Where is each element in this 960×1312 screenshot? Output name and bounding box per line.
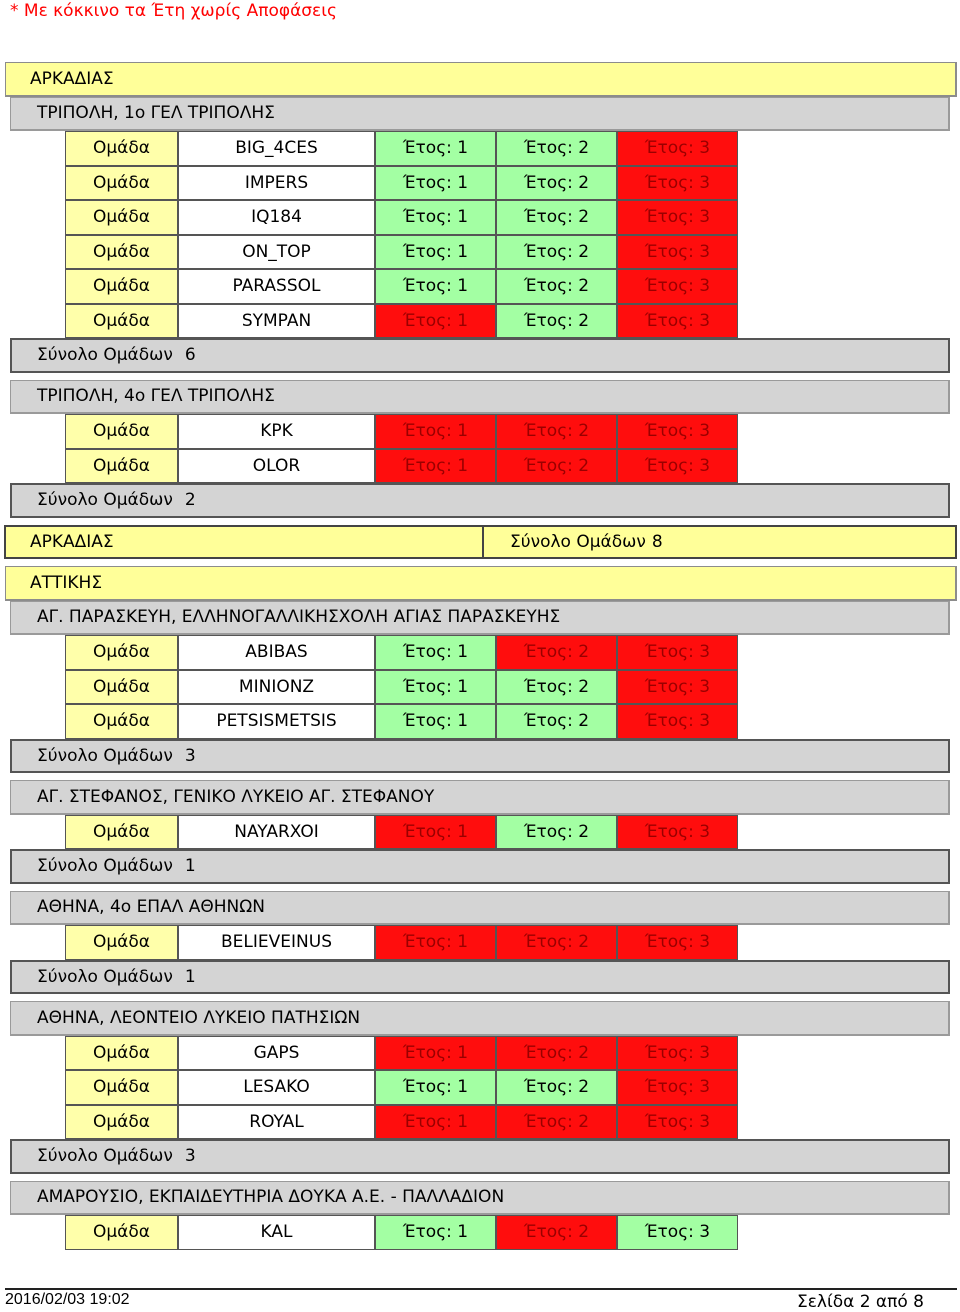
report-body bbox=[0, 62, 960, 1250]
school-header bbox=[10, 1001, 950, 1036]
team-name-cell: MINIONZ bbox=[178, 670, 375, 705]
team-label-cell: Ομάδα bbox=[65, 200, 178, 235]
school-header bbox=[10, 780, 950, 815]
region-total-name-cell bbox=[6, 527, 484, 558]
region-total-name: ΑΡΚΑΔΙΑΣ bbox=[30, 531, 114, 552]
school-total-count: 6 bbox=[184, 345, 196, 366]
team-label-cell: Ομάδα bbox=[65, 269, 178, 304]
year-cell: Έτος: 3 bbox=[617, 449, 738, 484]
team-name-cell: IQ184 bbox=[178, 200, 375, 235]
year-cell: Έτος: 2 bbox=[496, 925, 617, 960]
team-name-cell: OLOR bbox=[178, 449, 375, 484]
year-cell: Έτος: 1 bbox=[375, 670, 496, 705]
year-cell: Έτος: 1 bbox=[375, 1070, 496, 1105]
year-cell: Έτος: 2 bbox=[496, 1105, 617, 1140]
team-label-cell: Ομάδα bbox=[65, 449, 178, 484]
footer-datetime: 2016/02/03 19:02 bbox=[5, 1291, 130, 1308]
school-total-row bbox=[10, 739, 950, 774]
school-total-row bbox=[10, 338, 950, 373]
year-cell: Έτος: 1 bbox=[375, 200, 496, 235]
footer-divider bbox=[5, 1288, 957, 1290]
year-cell: Έτος: 2 bbox=[496, 1070, 617, 1105]
year-cell: Έτος: 3 bbox=[617, 635, 738, 670]
team-label-cell: Ομάδα bbox=[65, 704, 178, 739]
team-label-cell: Ομάδα bbox=[65, 166, 178, 201]
school-header bbox=[10, 97, 950, 132]
year-cell: Έτος: 3 bbox=[617, 131, 738, 166]
team-row bbox=[65, 670, 738, 705]
region-total-label: Σύνολο Ομάδων bbox=[510, 531, 646, 552]
school-header bbox=[10, 380, 950, 415]
school-total-count: 3 bbox=[184, 1146, 196, 1167]
year-cell: Έτος: 2 bbox=[496, 235, 617, 270]
team-name-cell: BIG_4CES bbox=[178, 131, 375, 166]
year-cell: Έτος: 2 bbox=[496, 670, 617, 705]
school-name: ΑΘΗΝΑ, ΛΕΟΝΤΕΙΟ ΛΥΚΕΙΟ ΠΑΤΗΣΙΩΝ bbox=[37, 1007, 361, 1028]
year-cell: Έτος: 1 bbox=[375, 269, 496, 304]
team-name-cell: KPK bbox=[178, 414, 375, 449]
school-header bbox=[10, 601, 950, 636]
team-label-cell: Ομάδα bbox=[65, 1105, 178, 1140]
year-cell: Έτος: 2 bbox=[496, 449, 617, 484]
year-cell: Έτος: 3 bbox=[617, 704, 738, 739]
team-row bbox=[65, 304, 738, 339]
team-row bbox=[65, 269, 738, 304]
school-total-label: Σύνολο Ομάδων bbox=[37, 856, 173, 877]
year-cell: Έτος: 2 bbox=[496, 704, 617, 739]
team-row bbox=[65, 1105, 738, 1140]
school-name: ΑΓ. ΠΑΡΑΣΚΕΥΗ, ΕΛΛΗΝΟΓΑΛΛΙΚΗΣΧΟΛΗ ΑΓΙΑΣ ΠΑΡΑΣΚΕΥΗΣ bbox=[37, 607, 561, 628]
year-cell: Έτος: 1 bbox=[375, 235, 496, 270]
team-label-cell: Ομάδα bbox=[65, 304, 178, 339]
school-total-count: 1 bbox=[184, 856, 196, 877]
school-total-label: Σύνολο Ομάδων bbox=[37, 745, 173, 766]
team-name-cell: LESAKO bbox=[178, 1070, 375, 1105]
school-total-row bbox=[10, 483, 950, 518]
team-row bbox=[65, 1036, 738, 1071]
team-label-cell: Ομάδα bbox=[65, 235, 178, 270]
year-cell: Έτος: 2 bbox=[496, 304, 617, 339]
year-cell: Έτος: 1 bbox=[375, 449, 496, 484]
year-cell: Έτος: 3 bbox=[617, 670, 738, 705]
school-total-count: 1 bbox=[184, 966, 196, 987]
team-label-cell: Ομάδα bbox=[65, 1036, 178, 1071]
year-cell: Έτος: 3 bbox=[617, 269, 738, 304]
school-total-count: 2 bbox=[184, 490, 196, 511]
school-total-label: Σύνολο Ομάδων bbox=[37, 345, 173, 366]
region-header bbox=[5, 62, 957, 97]
region-name: ΑΡΚΑΔΙΑΣ bbox=[30, 68, 114, 89]
team-name-cell: PARASSOL bbox=[178, 269, 375, 304]
year-cell: Έτος: 2 bbox=[496, 269, 617, 304]
year-cell: Έτος: 2 bbox=[496, 200, 617, 235]
region-header bbox=[5, 566, 957, 601]
footer-page-number: Σελίδα 2 από 8 bbox=[796, 1292, 924, 1312]
region-total-count-cell bbox=[484, 527, 663, 558]
team-row bbox=[65, 166, 738, 201]
year-cell: Έτος: 2 bbox=[496, 815, 617, 850]
team-name-cell: SYMPAN bbox=[178, 304, 375, 339]
team-label-cell: Ομάδα bbox=[65, 635, 178, 670]
team-label-cell: Ομάδα bbox=[65, 925, 178, 960]
year-cell: Έτος: 1 bbox=[375, 131, 496, 166]
team-row bbox=[65, 815, 738, 850]
year-cell: Έτος: 3 bbox=[617, 1036, 738, 1071]
year-cell: Έτος: 1 bbox=[375, 925, 496, 960]
team-name-cell: PETSISMETSIS bbox=[178, 704, 375, 739]
year-cell: Έτος: 3 bbox=[617, 414, 738, 449]
year-cell: Έτος: 1 bbox=[375, 1105, 496, 1140]
year-cell: Έτος: 3 bbox=[617, 166, 738, 201]
school-name: ΑΜΑΡΟΥΣΙΟ, ΕΚΠΑΙΔΕΥΤΗΡΙΑ ΔΟΥΚΑ Α.Ε. - ΠΑΛΛΑΔΙΟΝ bbox=[37, 1187, 505, 1208]
year-cell: Έτος: 2 bbox=[496, 131, 617, 166]
year-cell: Έτος: 3 bbox=[617, 1070, 738, 1105]
year-cell: Έτος: 1 bbox=[375, 1215, 496, 1250]
year-cell: Έτος: 3 bbox=[617, 200, 738, 235]
team-name-cell: BELIEVEINUS bbox=[178, 925, 375, 960]
team-row bbox=[65, 1070, 738, 1105]
year-cell: Έτος: 1 bbox=[375, 815, 496, 850]
year-cell: Έτος: 2 bbox=[496, 635, 617, 670]
team-name-cell: ON_TOP bbox=[178, 235, 375, 270]
year-cell: Έτος: 3 bbox=[617, 304, 738, 339]
school-total-row bbox=[10, 849, 950, 884]
team-row bbox=[65, 449, 738, 484]
year-cell: Έτος: 1 bbox=[375, 635, 496, 670]
year-cell: Έτος: 2 bbox=[496, 1036, 617, 1071]
year-cell: Έτος: 3 bbox=[617, 1105, 738, 1140]
team-label-cell: Ομάδα bbox=[65, 414, 178, 449]
team-row bbox=[65, 925, 738, 960]
year-cell: Έτος: 2 bbox=[496, 166, 617, 201]
team-row bbox=[65, 131, 738, 166]
team-name-cell: ROYAL bbox=[178, 1105, 375, 1140]
year-cell: Έτος: 3 bbox=[617, 1215, 738, 1250]
school-header bbox=[10, 1181, 950, 1216]
school-name: ΤΡΙΠΟΛΗ, 4ο ΓΕΛ ΤΡΙΠΟΛΗΣ bbox=[37, 386, 275, 407]
team-label-cell: Ομάδα bbox=[65, 1070, 178, 1105]
team-name-cell: IMPERS bbox=[178, 166, 375, 201]
legend-note: * Με κόκκινο τα Έτη χωρίς Αποφάσεις bbox=[10, 1, 337, 21]
team-name-cell: ABIBAS bbox=[178, 635, 375, 670]
team-row bbox=[65, 200, 738, 235]
region-total-row bbox=[4, 525, 957, 560]
school-name: ΑΓ. ΣΤΕΦΑΝΟΣ, ΓΕΝΙΚΟ ΛΥΚΕΙΟ ΑΓ. ΣΤΕΦΑΝΟΥ bbox=[37, 786, 435, 807]
team-name-cell: KAL bbox=[178, 1215, 375, 1250]
region-total-count: 8 bbox=[651, 531, 663, 552]
year-cell: Έτος: 1 bbox=[375, 1036, 496, 1071]
school-total-label: Σύνολο Ομάδων bbox=[37, 490, 173, 511]
team-label-cell: Ομάδα bbox=[65, 1215, 178, 1250]
year-cell: Έτος: 1 bbox=[375, 704, 496, 739]
team-row bbox=[65, 1215, 738, 1250]
school-total-row bbox=[10, 960, 950, 995]
year-cell: Έτος: 2 bbox=[496, 1215, 617, 1250]
team-row bbox=[65, 704, 738, 739]
year-cell: Έτος: 2 bbox=[496, 414, 617, 449]
year-cell: Έτος: 1 bbox=[375, 414, 496, 449]
team-row bbox=[65, 414, 738, 449]
school-total-count: 3 bbox=[184, 745, 196, 766]
year-cell: Έτος: 1 bbox=[375, 304, 496, 339]
school-name: ΤΡΙΠΟΛΗ, 1ο ΓΕΛ ΤΡΙΠΟΛΗΣ bbox=[37, 103, 275, 124]
school-header bbox=[10, 891, 950, 926]
year-cell: Έτος: 3 bbox=[617, 235, 738, 270]
team-row bbox=[65, 235, 738, 270]
team-row bbox=[65, 635, 738, 670]
team-label-cell: Ομάδα bbox=[65, 131, 178, 166]
school-total-label: Σύνολο Ομάδων bbox=[37, 966, 173, 987]
school-total-label: Σύνολο Ομάδων bbox=[37, 1146, 173, 1167]
school-total-row bbox=[10, 1139, 950, 1174]
region-name: ΑΤΤΙΚΗΣ bbox=[30, 572, 103, 593]
year-cell: Έτος: 3 bbox=[617, 925, 738, 960]
year-cell: Έτος: 1 bbox=[375, 166, 496, 201]
year-cell: Έτος: 3 bbox=[617, 815, 738, 850]
school-name: ΑΘΗΝΑ, 4ο ΕΠΑΛ ΑΘΗΝΩΝ bbox=[37, 897, 265, 918]
team-name-cell: NAYARXOI bbox=[178, 815, 375, 850]
team-label-cell: Ομάδα bbox=[65, 670, 178, 705]
team-name-cell: GAPS bbox=[178, 1036, 375, 1071]
team-label-cell: Ομάδα bbox=[65, 815, 178, 850]
